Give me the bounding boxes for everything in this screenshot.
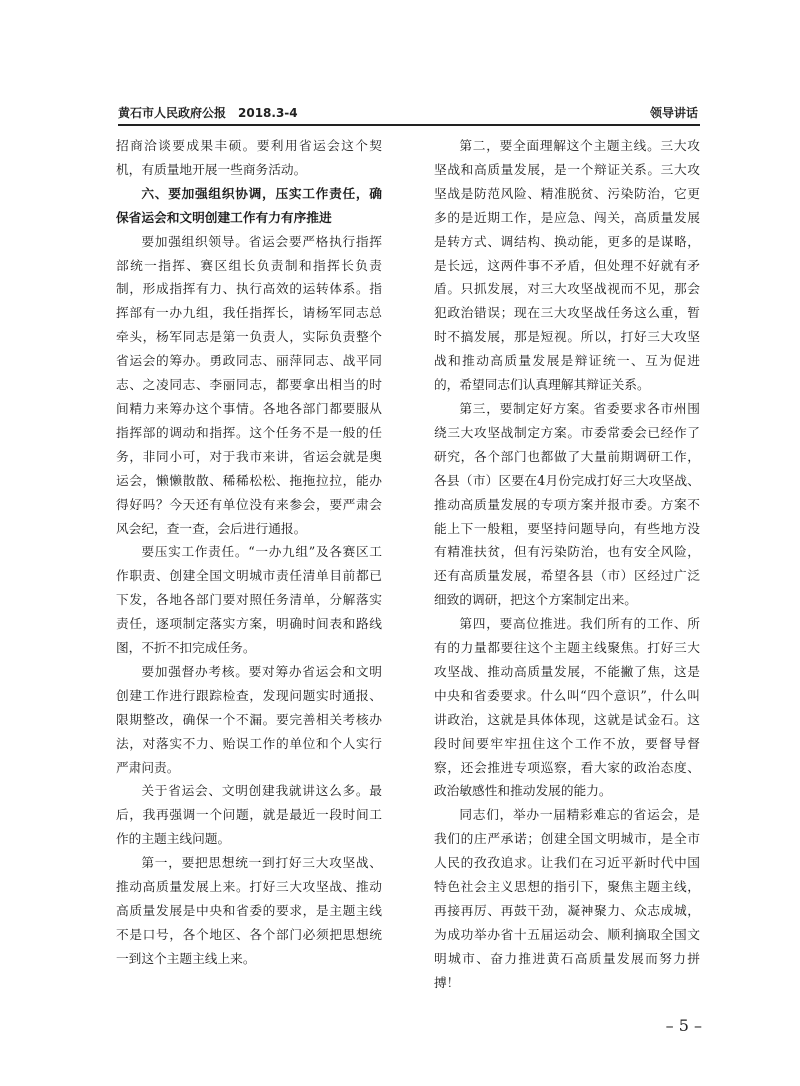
page-number: – 5 – bbox=[665, 1016, 702, 1035]
section-title: 领导讲话 bbox=[649, 106, 698, 120]
paragraph: 第一，要把思想统一到打好三大攻坚战、推动高质量发展上来。打好三大攻坚战、推动高质量发展是中央和省委的要求，是主题主线不是口号，各个地区、各个部门必须把思想统一到这个主题主线上来。 bbox=[116, 855, 382, 966]
paragraph: 第四，要高位推进。我们所有的工作、所有的力量都要往这个主题主线聚焦。打好三大攻坚战、推动高质量发展，不能撇了焦，这是中央和省委要求。什么叫“四个意识”，什么叫讲政治，这就是具体体现，这就是试金石。这段时间要牢牢扭住这个工作不放，要督导督察，还会推进专项巡察，看大家的政治态度、政治敏感性和推动发展的能力。 bbox=[434, 616, 700, 799]
paragraph: 要压实工作责任。“一办九组”及各赛区工作职责、创建全国文明城市责任清单目前都已下发，各地各部门要对照任务清单，分解落实责任，逐项制定落实方案，明确时间表和路线图，不折不扣完成任务。 bbox=[116, 544, 382, 656]
right-column bbox=[434, 134, 700, 995]
page-header bbox=[118, 104, 698, 124]
paragraph: 关于省运会、文明创建我就讲这么多。最后，我再强调一个问题，就是最近一段时间工作的主题主线问题。 bbox=[116, 783, 382, 847]
section-heading: 六、要加强组织协调，压实工作责任，确保省运会和文明创建工作有力有序推进 bbox=[116, 185, 382, 225]
paragraph: 要加强组织领导。省运会要严格执行指挥部统一指挥、赛区组长负责制和指挥长负责制，形成指挥有力、执行高效的运转体系。指挥部有一办九组，我任指挥长，请杨军同志总牵头，杨军同志是第一负责人，实际负责整个省运会的筹办。勇政同志、丽萍同志、战平同志、之凌同志、李丽同志，都要拿出相当的时间精力来筹办这个事情。各地各部门都要服从指挥部的调动和指挥。这个任务不是一般的任务，非同小可，对于我市来讲，省运会就是奥运会，懒懒散散、稀稀松松、拖拖拉拉，能办得好吗？今天还有单位没有来参会，要严肃会风会纪，查一查，会后进行通报。 bbox=[116, 233, 382, 536]
left-column bbox=[116, 134, 382, 971]
paragraph: 招商洽谈要成果丰硕。要利用省运会这个契机，有质量地开展一些商务活动。 bbox=[116, 138, 382, 177]
paragraph: 要加强督办考核。要对筹办省运会和文明创建工作进行跟踪检查，发现问题实时通报、限期整改，确保一个不漏。要完善相关考核办法，对落实不力、贻误工作的单位和个人实行严肃问责。 bbox=[116, 663, 382, 775]
paragraph: 同志们，举办一届精彩难忘的省运会，是我们的庄严承诺；创建全国文明城市，是全市人民的孜孜追求。让我们在习近平新时代中国特色社会主义思想的指引下，聚焦主题主线，再接再厉、再鼓干劲，凝神聚力、众志成城，为成功举办省十五届运动会、顺利摘取全国文明城市、奋力推进黄石高质量发展而努力拼搏！ bbox=[434, 807, 700, 990]
paragraph: 第二，要全面理解这个主题主线。三大攻坚战和高质量发展，是一个辩证关系。三大攻坚战是防范风险、精准脱贫、污染防治，它更多的是近期工作，是应急、闯关，高质量发展是转方式、调结构、换动能，更多的是谋略，是长远，这两件事不矛盾，但处理不好就有矛盾。只抓发展，对三大攻坚战视而不见，那会犯政治错误；现在三大攻坚战任务这么重，暂时不搞发展，那是短视。所以，打好三大攻坚战和推动高质量发展是辩证统一、互为促进的，希望同志们认真理解其辩证关系。 bbox=[434, 138, 700, 393]
paragraph: 第三，要制定好方案。省委要求各市州围绕三大攻坚战制定方案。市委常委会已经作了研究，各个部门也都做了大量前期调研工作，各县（市）区要在4月份完成打好三大攻坚战、推动高质量发展的专项方案并报市委。方案不能上下一般粗，要坚持问题导向，有些地方没有精准扶贫，但有污染防治，也有安全风险，还有高质量发展，希望各县（市）区经过广泛细致的调研，把这个方案制定出来。 bbox=[434, 400, 700, 608]
header-rule bbox=[118, 124, 700, 126]
publication-title: 黄石市人民政府公报 2018.3-4 bbox=[118, 106, 298, 120]
